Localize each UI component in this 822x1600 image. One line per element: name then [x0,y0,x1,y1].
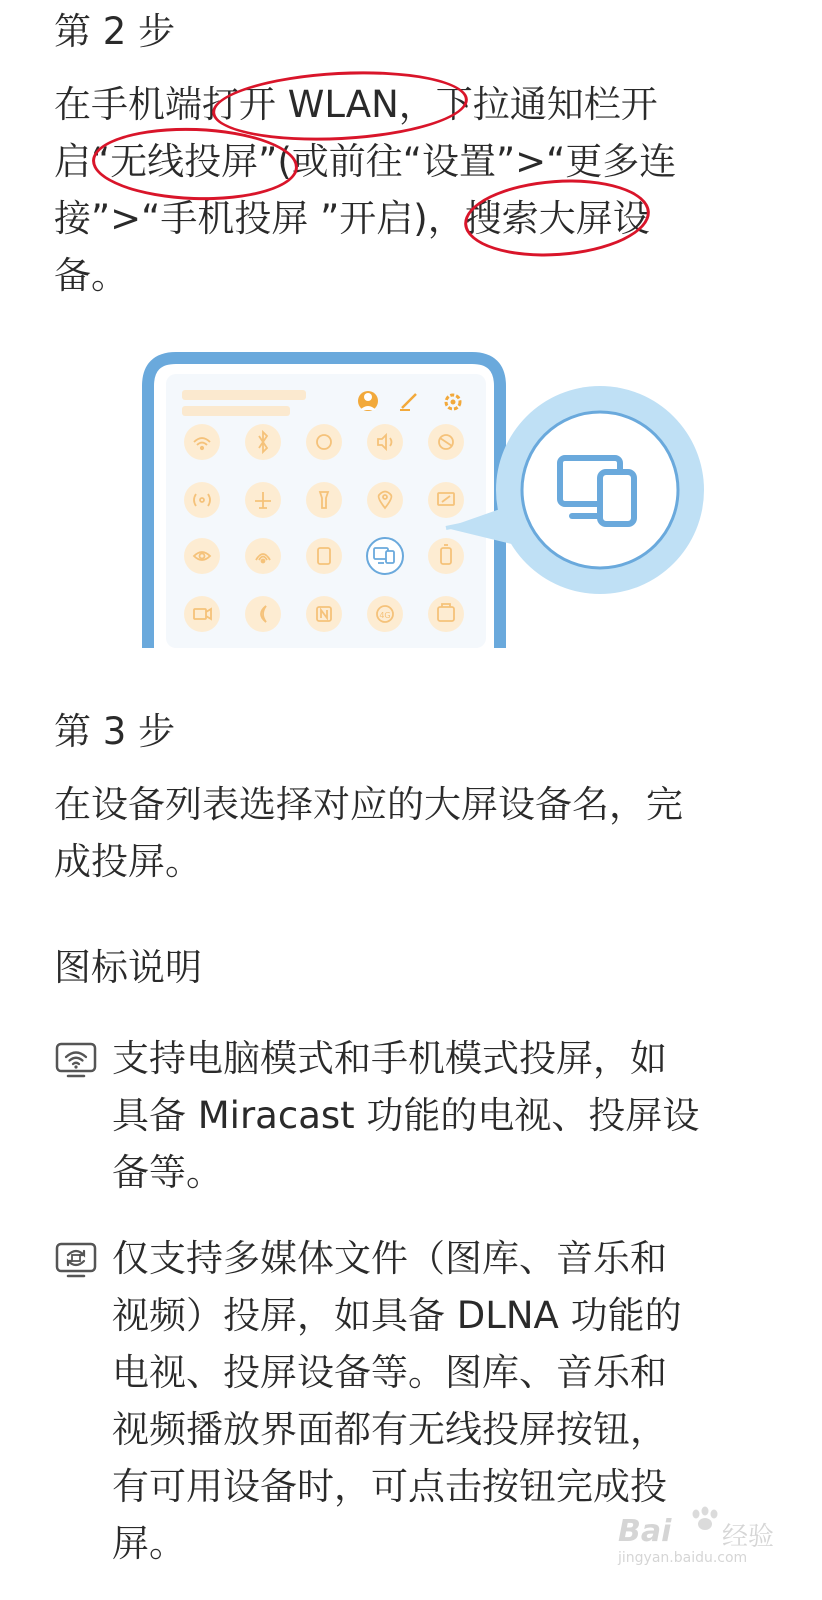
watermark-brand-2: 经验 [722,1522,775,1552]
legend-2-line-2: 视频）投屏，如具备 DLNA 功能的 [112,1294,682,1337]
watermark-url: jingyan.baidu.com [618,1550,748,1566]
wifi-cast-icon [54,1038,98,1082]
legend-2-line-6: 屏。 [112,1522,186,1565]
step-2-line-4: 备。 [54,254,128,297]
step-2-line-2: 启“无线投屏”(或前往“设置”>“更多连 [54,140,677,183]
legend-2-line-3: 电视、投屏设备等。图库、音乐和 [112,1351,667,1394]
legend-2-line-5: 有可用设备时，可点击按钮完成投 [112,1465,667,1508]
step-3-line-2: 成投屏。 [54,840,202,883]
step-2-line-3: 接”>“手机投屏 ”开启)，搜索大屏设 [54,197,650,240]
step-3-title: 第 3 步 [54,710,176,753]
legend-text-miracast [112,1030,699,1201]
legend-1-line-2: 具备 Miracast 功能的电视、投屏设 [112,1094,700,1137]
legend-2-line-4: 视频播放界面都有无线投屏按钮， [112,1408,667,1451]
projection-illustration [140,352,715,648]
legend-1-line-3: 备等。 [112,1151,223,1194]
step-2-title: 第 2 步 [54,10,176,53]
legend-text-dlna [112,1230,682,1572]
step-3-text [54,776,774,890]
legend-title: 图标说明 [54,946,202,989]
watermark-brand: Bai [618,1514,672,1549]
step-2-line-1: 在手机端打开 WLAN，下拉通知栏开 [54,83,658,126]
media-cast-icon [54,1238,98,1282]
baidu-watermark [610,1500,780,1570]
step-3-line-1: 在设备列表选择对应的大屏设备名，完 [54,783,683,826]
legend-1-line-1: 支持电脑模式和手机模式投屏，如 [112,1037,667,1080]
step-2-text [54,76,774,304]
svg-text:4G: 4G [379,611,391,620]
legend-2-line-1: 仅支持多媒体文件（图库、音乐和 [112,1237,667,1280]
